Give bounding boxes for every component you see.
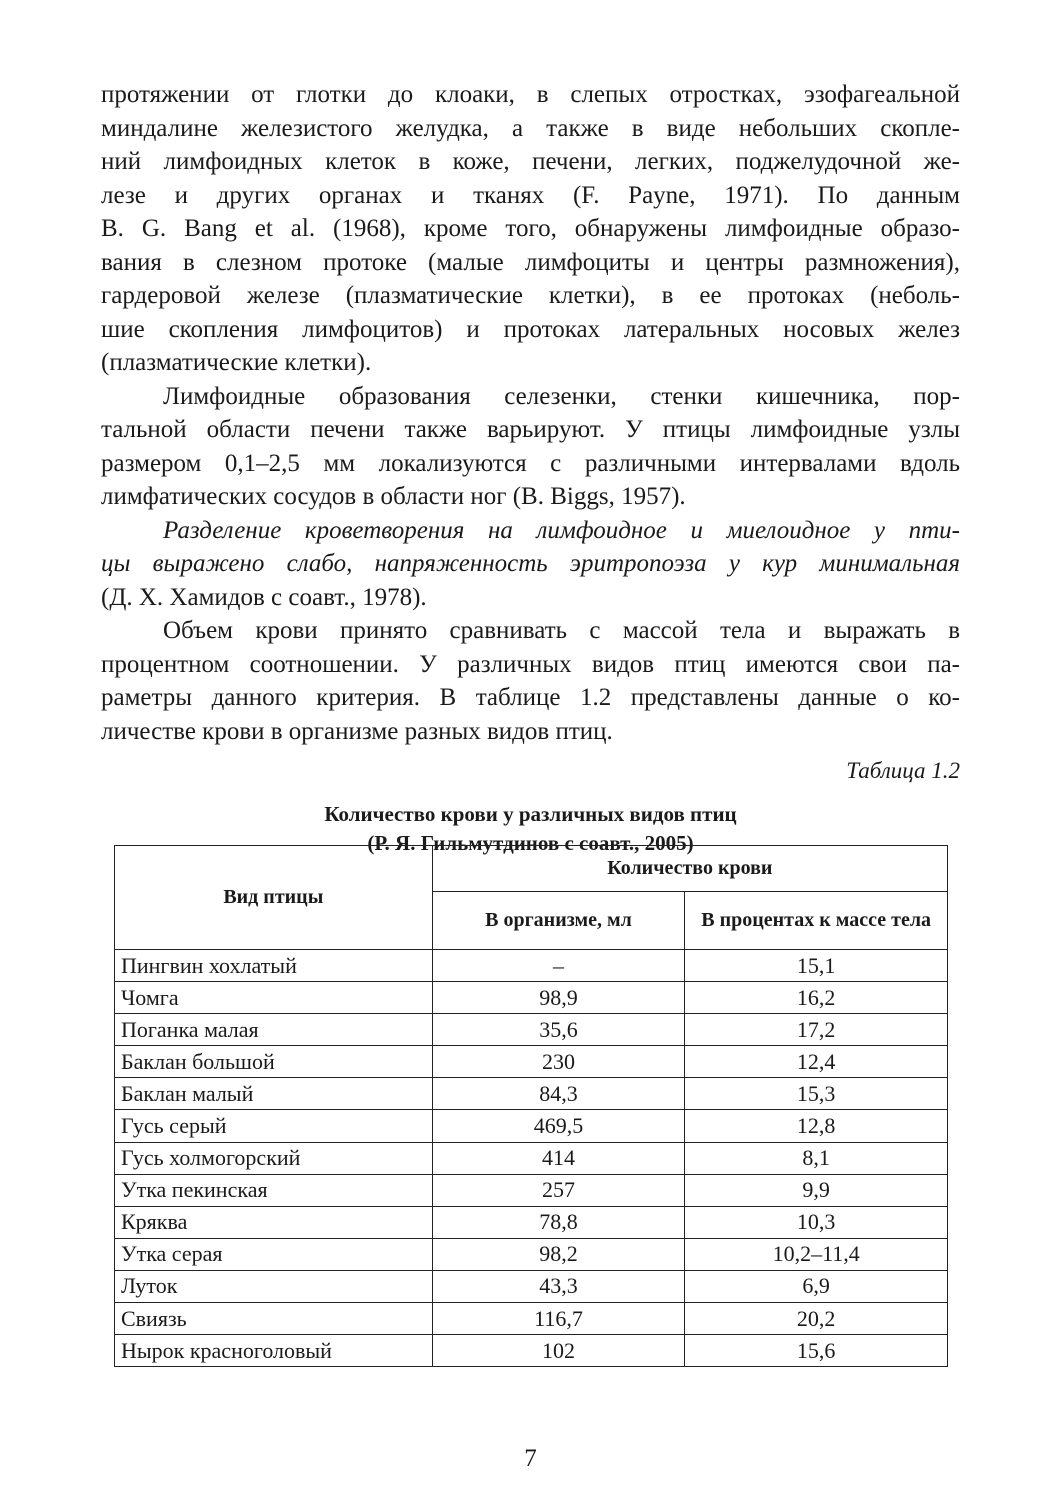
table-row	[115, 1270, 948, 1302]
percent-cell: 15,6	[685, 1335, 948, 1367]
ml-cell: 78,8	[432, 1206, 685, 1238]
percent-cell: 8,1	[685, 1142, 948, 1174]
percent-cell: 10,2–11,4	[685, 1238, 948, 1270]
species-cell: Гусь серый	[115, 1110, 433, 1142]
text-line: цы выражено слабо, напряженность эритропоэза у кур минимальная	[101, 550, 960, 577]
ml-cell: 35,6	[432, 1014, 685, 1046]
species-cell: Утка серая	[115, 1238, 433, 1270]
text-line: вания в слезном протоке (малые лимфоциты и центры размножения),	[101, 248, 960, 276]
table-row	[115, 1110, 948, 1142]
ml-cell: 230	[432, 1046, 685, 1078]
species-cell: Баклан малый	[115, 1078, 433, 1110]
species-cell: Утка пекинская	[115, 1174, 433, 1206]
table-title-line: Количество крови у различных видов птиц	[324, 802, 737, 826]
paragraph-3	[101, 514, 960, 615]
text-line: (Д. Х. Хамидов с соавт., 1978).	[101, 583, 427, 611]
ml-cell: 98,9	[432, 982, 685, 1014]
paragraph-1	[101, 78, 960, 380]
ml-cell: 257	[432, 1174, 685, 1206]
table-row	[115, 1303, 948, 1335]
header-ml: В организме, мл	[432, 892, 685, 950]
ml-cell: 102	[432, 1335, 685, 1367]
species-cell: Нырок красноголовый	[115, 1335, 433, 1367]
text-line: лимфатических сосудов в области ног (B. Biggs, 1957).	[101, 483, 686, 510]
table-row	[115, 1206, 948, 1238]
species-cell: Поганка малая	[115, 1014, 433, 1046]
percent-cell: 17,2	[685, 1014, 948, 1046]
table-title-source: (Р. Я. Гильмутдинов с соавт., 2005)	[367, 831, 694, 855]
header-blood-amount: Количество крови	[432, 846, 947, 892]
header-species: Вид птицы	[115, 846, 433, 950]
percent-cell: 10,3	[685, 1206, 948, 1238]
blood-volume-table	[114, 845, 948, 1367]
ml-cell: –	[432, 950, 685, 982]
text-line: B. G. Bang et al. (1968), кроме того, обнаружены лимфоидные образо-	[101, 215, 960, 242]
table-row	[115, 1174, 948, 1206]
table-label: Таблица 1.2	[846, 758, 960, 783]
text-line: (плазматические клетки).	[101, 349, 372, 376]
species-cell: Пингвин хохлатый	[115, 950, 433, 982]
table-row	[115, 1238, 948, 1270]
species-cell: Луток	[115, 1270, 433, 1302]
species-cell: Чомга	[115, 982, 433, 1014]
species-cell: Баклан большой	[115, 1046, 433, 1078]
text-line: личестве крови в организме разных видов птиц.	[101, 717, 613, 745]
species-cell: Свиязь	[115, 1303, 433, 1335]
species-cell: Гусь холмогорский	[115, 1142, 433, 1174]
ml-cell: 84,3	[432, 1078, 685, 1110]
percent-cell: 12,8	[685, 1110, 948, 1142]
text-line: миндалине железистого желудка, а также в виде небольших скопле-	[101, 114, 960, 142]
ml-cell: 43,3	[432, 1270, 685, 1302]
percent-cell: 9,9	[685, 1174, 948, 1206]
species-cell: Кряква	[115, 1206, 433, 1238]
percent-cell: 15,1	[685, 950, 948, 982]
ml-cell: 116,7	[432, 1303, 685, 1335]
text-line: процентном соотношении. У различных видов птиц имеются свои па-	[101, 650, 960, 678]
text-line: раметры данного критерия. В таблице 1.2 представлены данные о ко-	[101, 684, 960, 711]
header-percent: В процентах к массе тела	[685, 892, 948, 950]
page-number: 7	[524, 1445, 537, 1472]
percent-cell: 16,2	[685, 982, 948, 1014]
table-row	[115, 1046, 948, 1078]
paragraph-2	[101, 380, 960, 514]
table-row	[115, 1142, 948, 1174]
table-row	[115, 1078, 948, 1110]
paragraph-4	[101, 614, 960, 748]
text-line: Лимфоидные образования селезенки, стенки кишечника, пор-	[163, 382, 960, 410]
table-row	[115, 1335, 948, 1367]
ml-cell: 98,2	[432, 1238, 685, 1270]
percent-cell: 12,4	[685, 1046, 948, 1078]
percent-cell: 20,2	[685, 1303, 948, 1335]
table-row	[115, 1014, 948, 1046]
page-body	[101, 78, 960, 858]
text-line: Объем крови принято сравнивать с массой тела и выражать в	[163, 617, 960, 644]
text-line: размером 0,1–2,5 мм локализуются с различными интервалами вдоль	[101, 449, 960, 477]
table-row	[115, 950, 948, 982]
ml-cell: 469,5	[432, 1110, 685, 1142]
text-line: тальной области печени также варьируют. У птицы лимфоидные узлы	[101, 416, 960, 443]
text-line: Разделение кроветворения на лимфоидное и миелоидное у пти-	[163, 516, 960, 544]
text-line: гардеровой железе (плазматические клетки), в ее протоках (неболь-	[101, 282, 960, 309]
text-line: ний лимфоидных клеток в коже, печени, легких, поджелудочной же-	[101, 148, 960, 175]
text-line: шие скопления лимфоцитов) и протоках латеральных носовых желез	[101, 315, 960, 343]
text-line: лезе и других органах и тканях (F. Payne, 1971). По данным	[101, 181, 960, 209]
ml-cell: 414	[432, 1142, 685, 1174]
percent-cell: 6,9	[685, 1270, 948, 1302]
table-body	[115, 950, 948, 1367]
table-row	[115, 982, 948, 1014]
percent-cell: 15,3	[685, 1078, 948, 1110]
text-line: протяжении от глотки до клоаки, в слепых отростках, эзофагеальной	[101, 81, 960, 108]
